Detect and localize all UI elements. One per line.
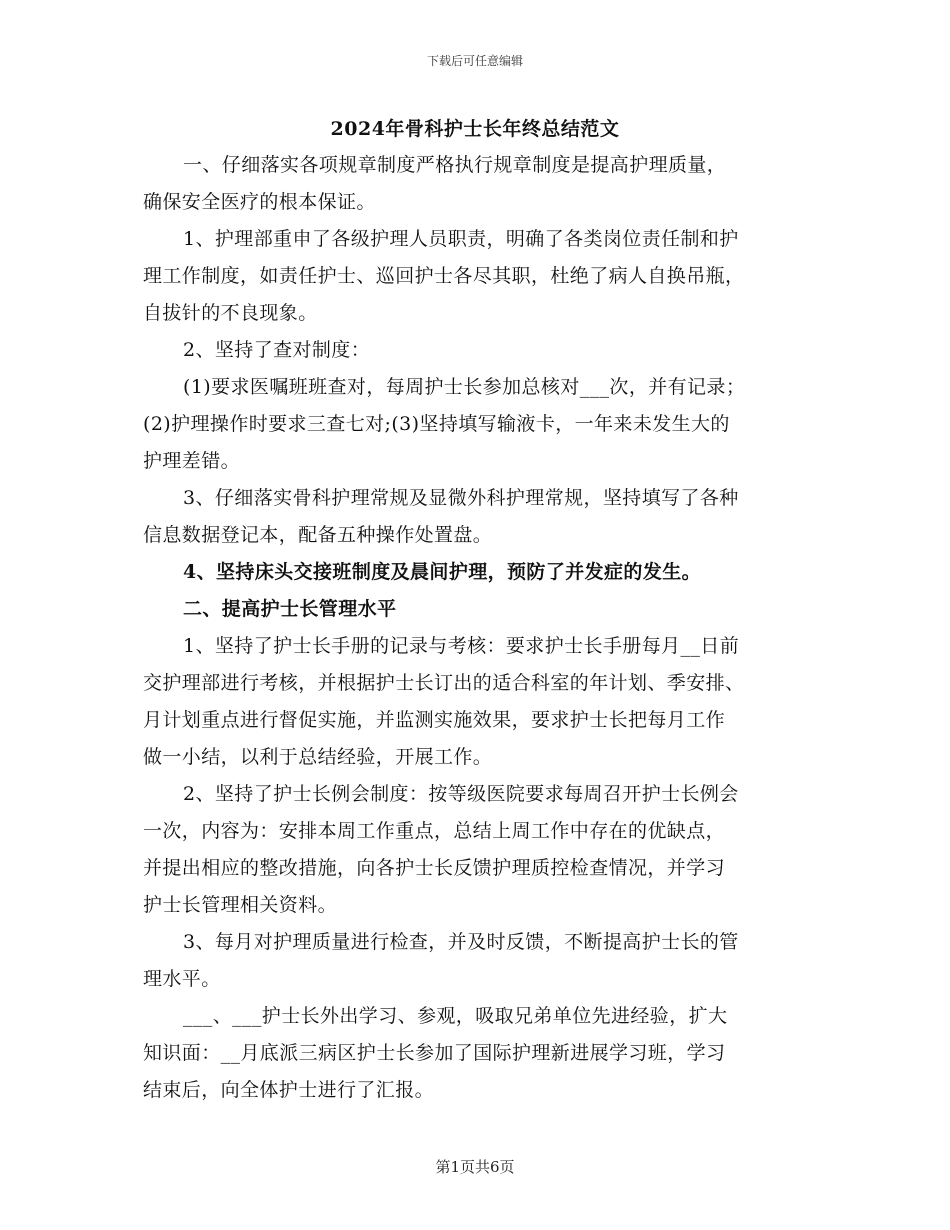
paragraph xyxy=(143,147,811,221)
paragraph xyxy=(143,776,811,924)
paragraph-line: 结束后，向全体护士进行了汇报。 xyxy=(143,1079,435,1101)
paragraph-line: 做一小结，以利于总结经验，开展工作。 xyxy=(143,746,493,768)
paragraph-line: (1)要求医嘱班班查对，每周护士长参加总核对___次，并有记录； xyxy=(183,376,746,398)
paragraph-line: ___、___护士长外出学习、参观，吸取兄弟单位先进经验，扩大 xyxy=(183,1005,728,1027)
header-note: 下载后可任意编辑 xyxy=(426,54,523,68)
document-title: 2024年骨科护士长年终总结范文 xyxy=(330,118,620,140)
paragraph-line: 确保安全医疗的根本保证。 xyxy=(143,191,376,213)
paragraph-line: 3、仔细落实骨科护理常规及显微外科护理常规，坚持填写了各种 xyxy=(183,487,739,509)
document-body xyxy=(143,147,811,1109)
paragraph-line: 3、每月对护理质量进行检查，并及时反馈，不断提高护士长的管 xyxy=(183,931,739,953)
paragraph-line: (2)护理操作时要求三查七对;(3)坚持填写输液卡，一年来未发生大的 xyxy=(143,413,730,435)
paragraph-line: 并提出相应的整改措施，向各护士长反馈护理质控检查情况，并学习 xyxy=(143,857,726,879)
page-number: 第1页共6页 xyxy=(435,1158,515,1176)
paragraph-line: 一次，内容为：安排本周工作重点，总结上周工作中存在的优缺点， xyxy=(143,820,726,842)
paragraph xyxy=(143,591,811,628)
paragraph-line: 2、坚持了查对制度： xyxy=(183,339,371,361)
paragraph-line: 知识面：__月底派三病区护士长参加了国际护理新进展学习班，学习 xyxy=(143,1042,726,1064)
paragraph-line: 1、坚持了护士长手册的记录与考核：要求护士长手册每月__日前 xyxy=(183,635,740,657)
paragraph-line: 信息数据登记本，配备五种操作处置盘。 xyxy=(143,524,493,546)
paragraph xyxy=(143,924,811,998)
paragraph xyxy=(143,628,811,776)
paragraph-line: 2、坚持了护士长例会制度：按等级医院要求每周召开护士长例会 xyxy=(183,783,739,805)
paragraph-line: 4、坚持床头交接班制度及晨间护理，预防了并发症的发生。 xyxy=(183,561,702,583)
paragraph-line: 自拔针的不良现象。 xyxy=(143,302,318,324)
paragraph-line: 理水平。 xyxy=(143,968,221,990)
paragraph-line: 1、护理部重申了各级护理人员职责，明确了各类岗位责任制和护 xyxy=(183,228,739,250)
paragraph-line: 二、提高护士长管理水平 xyxy=(183,598,397,620)
paragraph-line: 理工作制度，如责任护士、巡回护士各尽其职，杜绝了病人自换吊瓶， xyxy=(143,265,745,287)
paragraph-line: 护理差错。 xyxy=(143,450,241,472)
paragraph-line: 交护理部进行考核，并根据护士长订出的适合科室的年计划、季安排、 xyxy=(143,672,745,694)
paragraph xyxy=(143,332,811,369)
paragraph xyxy=(143,554,811,591)
paragraph-line: 一、仔细落实各项规章制度严格执行规章制度是提高护理质量， xyxy=(183,154,727,176)
paragraph-line: 月计划重点进行督促实施，并监测实施效果，要求护士长把每月工作 xyxy=(143,709,726,731)
paragraph xyxy=(143,480,811,554)
paragraph xyxy=(143,998,811,1109)
paragraph xyxy=(143,369,811,480)
paragraph xyxy=(143,221,811,332)
paragraph-line: 护士长管理相关资料。 xyxy=(143,894,338,916)
